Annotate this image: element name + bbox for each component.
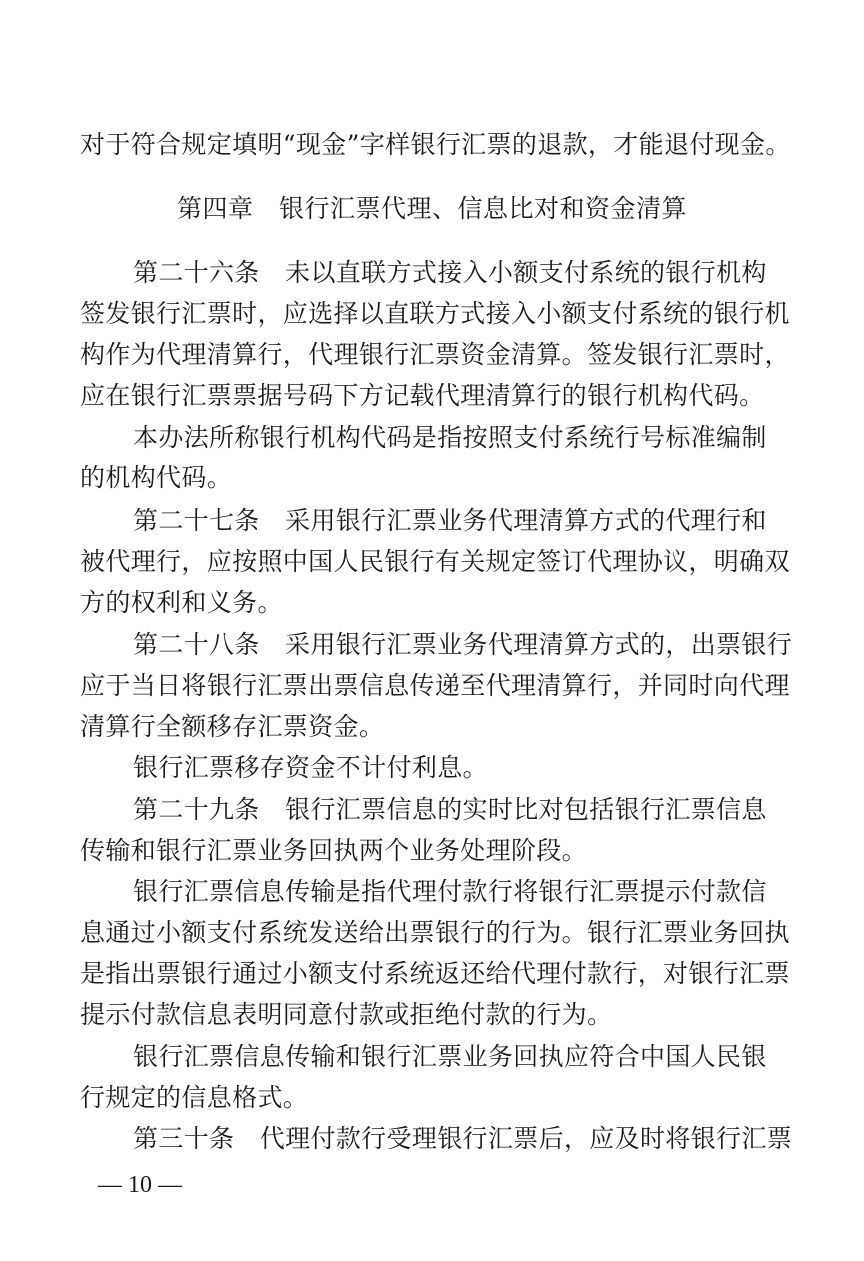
text-line: 签发银行汇票时，应选择以直联方式接入小额支付系统的银行机 [80,299,790,328]
paragraph-line: 银行汇票信息传输是指代理付款行将银行汇票提示付款信 [133,877,767,906]
article-27-line-1: 第二十七条 采用银行汇票业务代理清算方式的代理行和 [133,506,767,535]
paragraph-line: 银行汇票移存资金不计付利息。 [133,753,488,782]
text-line: 是指出票银行通过小额支付系统返还给代理付款行，对银行汇票 [80,959,790,988]
text-line: 息通过小额支付系统发送给出票银行的行为。银行汇票业务回执 [80,918,790,947]
article-30-line-1: 第三十条 代理付款行受理银行汇票后，应及时将银行汇票 [133,1124,793,1153]
text-line: 应于当日将银行汇票出票信息传递至代理清算行，并同时向代理 [80,671,790,700]
page-number: — 10 — [98,1172,182,1198]
text-line: 方的权利和义务。 [80,588,283,617]
text-line: 传输和银行汇票业务回执两个业务处理阶段。 [80,836,588,865]
text-line: 的机构代码。 [80,463,233,492]
text-line: 行规定的信息格式。 [80,1083,309,1112]
article-28-line-1: 第二十八条 采用银行汇票业务代理清算方式的，出票银行 [133,630,793,659]
text-line: 对于符合规定填明“现金”字样银行汇票的退款，才能退付现金。 [80,130,791,159]
article-29-line-1: 第二十九条 银行汇票信息的实时比对包括银行汇票信息 [133,795,767,824]
article-26-line-1: 第二十六条 未以直联方式接入小额支付系统的银行机构 [133,258,767,287]
paragraph-line: 银行汇票信息传输和银行汇票业务回执应符合中国人民银 [133,1042,767,1071]
text-line: 被代理行，应按照中国人民银行有关规定签订代理协议，明确双 [80,547,790,576]
text-line: 构作为代理清算行，代理银行汇票资金清算。签发银行汇票时， [80,340,790,369]
paragraph-line: 本办法所称银行机构代码是指按照支付系统行号标准编制 [133,423,767,452]
text-line: 清算行全额移存汇票资金。 [80,712,385,741]
chapter-heading: 第四章 银行汇票代理、信息比对和资金清算 [176,194,687,223]
text-line: 应在银行汇票票据号码下方记载代理清算行的银行机构代码。 [80,381,765,410]
text-line: 提示付款信息表明同意付款或拒绝付款的行为。 [80,1000,613,1029]
